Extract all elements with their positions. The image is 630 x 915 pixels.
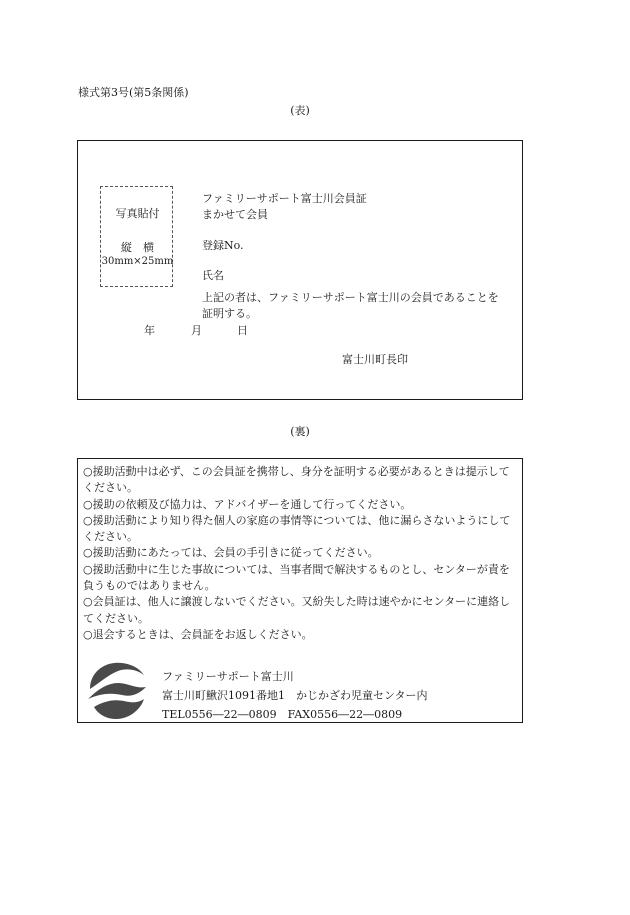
date-year-label: 年 bbox=[144, 324, 155, 337]
note-item: ○会員証は、他人に譲渡しないでください。又紛失した時は速やかにセンターに連絡してください。 bbox=[83, 595, 511, 625]
member-card-front bbox=[77, 140, 523, 400]
note-item: ○援助活動により知り得た個人の家庭の事情等については、他に漏らさないようにしてください。 bbox=[83, 513, 511, 544]
wave-logo-icon bbox=[86, 659, 148, 721]
card-title: ファミリーサポート富士川会員証 bbox=[202, 192, 367, 205]
issuer-seal-label: 富士川町長印 bbox=[342, 353, 408, 366]
registration-number-label: 登録No. bbox=[202, 239, 244, 252]
note-item: ○退会するときは、会員証をお返しください。 bbox=[83, 627, 313, 641]
form-number: 様式第3号(第5条関係) bbox=[78, 86, 189, 99]
photo-size-label: 縦 横 bbox=[121, 241, 154, 254]
organization-name: ファミリーサポート富士川 bbox=[162, 670, 294, 683]
organization-address: 富士川町鰍沢1091番地1 かじかざわ児童センター内 bbox=[162, 689, 428, 702]
notes-list bbox=[83, 464, 519, 643]
photo-size: 30mm×25mm bbox=[101, 256, 174, 267]
organization-contact: TEL0556―22―0809 FAX0556―22―0809 bbox=[162, 708, 403, 721]
name-label: 氏名 bbox=[202, 269, 224, 282]
date-day-label: 日 bbox=[237, 324, 248, 337]
back-side-caption: (裏) bbox=[290, 425, 310, 438]
photo-label: 写真貼付 bbox=[115, 207, 160, 220]
date-month-label: 月 bbox=[191, 324, 202, 337]
member-card-back bbox=[77, 458, 523, 723]
note-item: ○援助活動にあたっては、会員の手引きに従ってください。 bbox=[83, 546, 379, 560]
card-subtitle: まかせて会員 bbox=[202, 208, 268, 221]
note-item: ○援助の依頼及び協力は、アドバイザーを通して行ってください。 bbox=[83, 497, 412, 511]
certification-text: 上記の者は、ファミリーサポート富士川の会員であることを証明する。 bbox=[202, 291, 499, 320]
note-item: ○援助活動中に生じた事故については、当事者間で解決するものとし、センターが責を負うものではありません。 bbox=[83, 562, 510, 593]
photo-placeholder bbox=[100, 186, 173, 287]
front-side-caption: (表) bbox=[290, 104, 310, 117]
note-item: ○援助活動中は必ず、この会員証を携帯し、身分を証明する必要があるときは提示してください。 bbox=[83, 465, 510, 495]
